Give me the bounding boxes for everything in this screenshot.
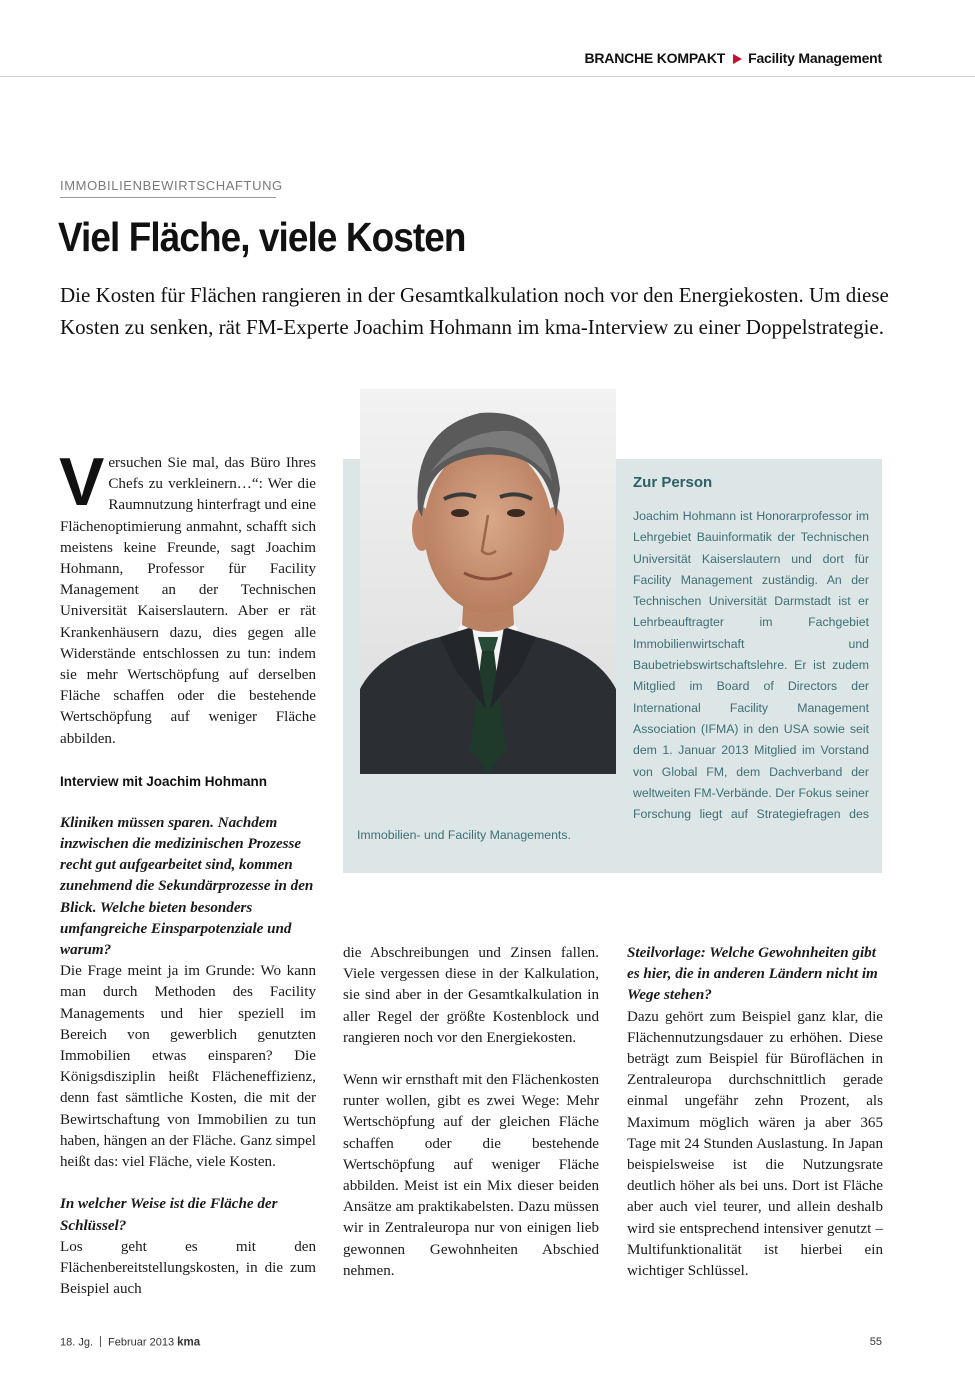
triangle-right-icon — [733, 54, 742, 64]
answer-1: Die Frage meint ja im Grunde: Wo kann man durch Methoden des Facility Managements und hier speziell im Bereich von gewerblich genutzten Immobilien etwas einsparen? Die Königsdisziplin heißt Flächeneffizienz, denn fast sämtliche Kosten, die mit der Bewirtschaftung von Immobilien zu tun haben, hängen an der Fläche. Ganz simpel heißt das: viel Fläche, viele Kosten. — [60, 963, 316, 1171]
header-topic: Facility Management — [748, 50, 882, 66]
footer — [60, 1336, 200, 1349]
header-rule — [0, 76, 975, 77]
intro-paragraph — [59, 444, 316, 750]
header-section: BRANCHE KOMPAKT — [584, 50, 726, 66]
question-3: Steilvorlage: Welche Gewohnheiten gibt es hier, die in anderen Ländern nicht im Wege stehen? — [627, 945, 878, 1004]
answer-2-part-2: die Abschreibungen und Zinsen fallen. Viele vergessen diese in der Kalkulation, sie sind aber in der Gesamtkalkulation in aller Regel der größte Kostenblock und rangieren noch vor den Energiekosten. — [343, 945, 599, 1046]
intro-text: ersuchen Sie mal, das Büro Ihres Chefs zu verkleinern…“: Wer die Raumnutzung hinterfragt und eine Flächenoptimierung anmahnt, schafft sich meistens keine Freunde, sagt Joachim Hohmann, Professor für Facility Management an der Technischen Universität Kaiserslautern. Aber er rät Krankenhäusern dazu, dies gegen alle Widerstände entschlossen zu tun: indem sie mehr Wertschöpfung auf derselben Fläche schaffen oder die bestehende Wertschöpfung auf weniger Fläche abbilden. — [60, 455, 316, 747]
question-1: Kliniken müssen sparen. Nachdem inzwischen die medizinischen Prozesse recht gut aufgearbeitet sind, kommen zunehmend die Sekundärprozesse in den Blick. Welche bieten besonders umfangreiche Einsparpotenziale und warum? — [60, 814, 314, 959]
running-header — [584, 50, 882, 66]
rubric-underline — [60, 197, 276, 198]
footer-brand: kma — [177, 1336, 201, 1349]
footer-separator — [100, 1336, 101, 1347]
footer-issue: Februar 2013 — [108, 1336, 175, 1349]
portrait-illustration — [360, 389, 616, 774]
column-2 — [343, 943, 599, 1282]
column-1 — [59, 444, 316, 1300]
column-3 — [627, 943, 883, 1282]
article-title: Viel Fläche, viele Kosten — [58, 214, 466, 260]
sidebar-title: Zur Person — [633, 474, 713, 491]
portrait-photo — [360, 389, 616, 774]
question-2: In welcher Weise ist die Fläche der Schlüssel? — [60, 1196, 278, 1234]
rubric: IMMOBILIENBEWIRTSCHAFTUNG — [60, 178, 283, 193]
answer-2-part-3: Wenn wir ernsthaft mit den Flächenkosten runter wollen, gibt es zwei Wege: Mehr Wertschöpfung auf der gleichen Fläche schaffen oder die bestehende Wertschöpfung auf weniger Fläche abbilden. Meist ist ein Mix dieser beiden Ansätze am praktikabelsten. Dazu müssen wir in Zentraleuropa nur von einigen lieb gewonnen Gewohnheiten Abschied nehmen. — [343, 1072, 599, 1279]
answer-2-part-1: Los geht es mit den Flächenbereitstellungskosten, in die zum Beispiel auch — [60, 1238, 316, 1298]
answer-3: Dazu gehört zum Beispiel ganz klar, die Flächennutzungsdauer zu erhöhen. Diese beträgt zum Beispiel für Büroflächen in Zentraleuropa durchschnittlich gerade einmal ungefähr zehn Prozent, als Maximum möglich wären ja aber 365 Tage mit 24 Stunden Auslastung. In Japan beispielsweise ist die Nutzungsrate deutlich höher als bei uns. Dort ist Fläche aber auch viel teurer, und allein deshalb wird sie entsprechend intensiver genutzt – Multifunktionalität ist hierbei ein wichtiger Schlüssel. — [627, 1008, 883, 1280]
footer-volume: 18. Jg. — [60, 1336, 94, 1349]
dropcap: V — [59, 444, 105, 520]
page-number: 55 — [869, 1336, 882, 1348]
article-lead: Die Kosten für Flächen rangieren in der Gesamtkalkulation noch vor den Energiekosten. Um diese Kosten zu senken, rät FM-Experte Joachim Hohmann im kma-Interview zu einer Doppelstrategie. — [60, 283, 889, 339]
interview-heading: Interview mit Joachim Hohmann — [60, 773, 268, 789]
sidebar-text: Joachim Hohmann ist Honorarprofessor im Lehrgebiet Bauinformatik der Technischen Universität Kaiserslautern und dort für Facility Management zuständig. An der Technischen Universität Darmstadt ist er Lehrbeauftragter im Fachgebiet Immobilienwirtschaft und Baubetriebswirtschaftslehre. Er ist zudem Mitglied im Board of Directors der International Facility Management Association (IFMA) in den USA sowie seit dem 1. Januar 2013 Mitglied im Vorstand von Global FM, dem Dachverband der weltweiten FM-Verbände. Der Fokus seiner Forschung liegt auf Strategiefragen des Immobilien- und Facility Managements. — [357, 509, 869, 843]
